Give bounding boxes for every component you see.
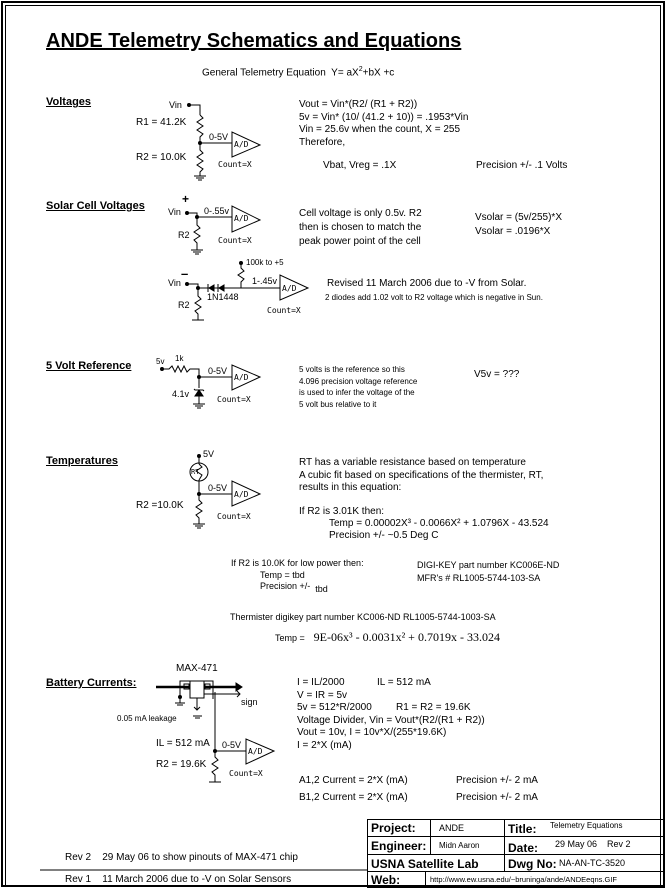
page-title: ANDE Telemetry Schematics and Equations (46, 30, 462, 52)
il-label: IL = 512 mA (156, 738, 210, 749)
solar-count-1: Count=X (218, 236, 252, 245)
section-temperatures: Temperatures (46, 455, 118, 467)
equation-line: V = IR = 5v (297, 689, 348, 701)
equation-line: Voltage Divider, Vin = Vout*(R2/(R1 + R2)) (297, 714, 485, 726)
engineer-value: Midn Aaron (439, 841, 480, 850)
general-equation-tail: +bX +c (362, 67, 395, 79)
dwg-label: Dwg No: (508, 857, 557, 871)
battery-count: Count=X (229, 769, 263, 778)
equation-line: Vin = 25.6v when the count, X = 255 (299, 124, 461, 135)
thermister-part: Thermister digikey part number KC006-ND RL1005-5744-1003-SA (230, 612, 496, 622)
solar-range-1: 0-.55v (204, 206, 230, 216)
solar-note (299, 207, 422, 249)
case1-precision: Precision +/- ~0.5 Deg C (329, 530, 439, 541)
general-equation-exponent: 2 (358, 66, 363, 73)
case2-label: If R2 is 10.0K for low power then: (231, 558, 364, 568)
max471-chip (190, 681, 204, 698)
fit-label: Temp = (275, 633, 305, 643)
battery-r2-label: R2 = 19.6K (156, 759, 207, 770)
equation-line: I = 2*X (mA) (297, 739, 352, 751)
revision-row (65, 852, 298, 863)
solar-r2-label-2: R2 (178, 300, 190, 310)
web-cell (425, 871, 665, 888)
diode-2 (219, 285, 224, 291)
equation-line: 5v = Vin* (10/ (41.2 + 10)) = .1953*Vin (299, 111, 469, 123)
revision-text: 11 March 2006 due to -V on Solar Sensors (102, 874, 292, 885)
diode-label: 1N1448 (207, 292, 239, 302)
revision-text: 29 May 06 to show pinouts of MAX-471 chip (102, 852, 298, 863)
temp-count: Count=X (217, 512, 251, 521)
case1-label: If R2 is 3.01K then: (299, 506, 385, 517)
date-cell (504, 836, 665, 855)
case2-precision-value: tbd (315, 584, 328, 594)
case1-temp: Temp = 0.00002X³ - 0.0066X² + 1.0796X - 43.524 (329, 518, 549, 529)
section-5v-reference: 5 Volt Reference (46, 360, 132, 372)
solar-adc-1: A/D (234, 214, 249, 223)
fit-equation (275, 628, 500, 646)
title-cell (504, 819, 665, 837)
rt-label: RT (191, 468, 200, 476)
battery-eq-r: R1 = R2 = 19.6K (396, 702, 471, 713)
equation-line: Therefore, (299, 136, 346, 148)
mfr-part: MFR's # RL1005-5744-103-SA (417, 573, 541, 583)
note-line: peak power point of the cell (299, 236, 421, 247)
project-value: ANDE (439, 823, 465, 833)
ref-range: 0-5V (208, 366, 228, 376)
solar-r2-label: R2 (178, 230, 190, 240)
voltage-equations (299, 99, 468, 149)
b-current: B1,2 Current = 2*X (mA) (299, 792, 408, 803)
ref-note (299, 364, 417, 410)
a-current: A1,2 Current = 2*X (mA) (299, 775, 408, 786)
battery-equations (297, 677, 485, 752)
title-value: Telemetry Equations (550, 821, 623, 830)
note-line: 5 volts is the reference so this (299, 365, 405, 374)
battery-range: 0-5V (222, 740, 242, 750)
dwg-cell (504, 854, 665, 872)
web-label: Web: (371, 873, 401, 887)
a-precision: Precision +/- 2 mA (456, 775, 538, 786)
equation-line: Vout = 10v, I = 10v*X/(255*19.6K) (297, 727, 447, 738)
project-label-cell (367, 819, 431, 837)
note-line: is used to infer the voltage of the (299, 388, 415, 397)
ref-equation: V5v = ??? (474, 369, 520, 380)
revision-number: Rev 1 (65, 874, 92, 885)
web-url[interactable]: http://www.ew.usna.edu/~bruninga/ande/ANDEeqns.GIF (430, 875, 617, 884)
project-cell (430, 819, 505, 837)
temp-supply-label: 5V (203, 449, 215, 459)
minus-sign: – (181, 266, 189, 281)
section-solar: Solar Cell Voltages (46, 200, 145, 212)
zener-label: 4.1v (172, 389, 190, 399)
digikey-part: DIGI-KEY part number KC006E-ND (417, 560, 560, 570)
solar-vin-label-2: Vin (168, 278, 181, 288)
date-value: 29 May 06 Rev 2 (555, 839, 631, 849)
count-label: Count=X (218, 160, 252, 169)
engineer-cell (430, 836, 505, 855)
adc-label: A/D (234, 140, 249, 149)
note-line: RT has a variable resistance based on temperature (299, 457, 526, 468)
range-label: 0-5V (209, 132, 229, 142)
vin-label: Vin (169, 100, 182, 110)
case2-precision (260, 581, 328, 594)
equation-line: Vsolar = (5v/255)*X (475, 212, 562, 223)
section-voltages: Voltages (46, 96, 92, 108)
revision-row (65, 874, 291, 885)
note-line: Cell voltage is only 0.5v. R2 (299, 208, 422, 219)
note-line: results in this equation: (299, 482, 402, 493)
revised-note: Revised 11 March 2006 due to -V from Solar. (327, 278, 527, 289)
diodes-note: 2 diodes add 1.02 volt to R2 voltage which is negative in Sun. (325, 293, 543, 302)
voltage-result: Vbat, Vreg = .1X (323, 160, 397, 171)
section-battery-currents: Battery Currents: (46, 677, 137, 689)
engineer-label-cell (367, 836, 431, 855)
r1-label: R1 = 41.2K (136, 117, 187, 128)
web-label-cell (367, 871, 426, 888)
battery-eq-il: IL = 512 mA (377, 677, 431, 688)
engineer-label: Engineer: (371, 839, 427, 853)
equation-line: Vout = Vin*(R2/ (R1 + R2)) (299, 99, 418, 110)
pullup-label: 100k to +5 (246, 258, 284, 267)
r1-resistor (197, 115, 203, 143)
project-label: Project: (371, 821, 416, 835)
temp-range: 0-5V (208, 483, 228, 493)
case2-temp: Temp = tbd (260, 570, 305, 580)
dwg-value: NA-AN-TC-3520 (559, 858, 626, 868)
leakage-label: 0.05 mA leakage (117, 714, 177, 723)
fit-value: 9E-06x³ - 0.0031x² + 0.7019x - 33.024 (313, 630, 500, 644)
equation-line: Vsolar = .0196*X (475, 226, 551, 237)
solar-equations (475, 211, 562, 239)
note-line: 4.096 precision voltage reference (299, 376, 418, 386)
case2-precision-label: Precision +/- (260, 581, 311, 591)
current-arrow (236, 683, 242, 691)
note-line: A cubic fit based on specifications of the thermister, RT, (299, 469, 544, 481)
note-line: 5 volt bus relative to it (299, 399, 377, 409)
r2-label: R2 = 10.0K (136, 152, 187, 163)
solar-count-2: Count=X (267, 306, 301, 315)
ref-count: Count=X (217, 395, 251, 404)
zener-diode (195, 390, 203, 396)
note-line: then is chosen to match the (299, 222, 422, 233)
ref-adc: A/D (234, 373, 249, 382)
org-cell (367, 854, 505, 872)
r2-resistor (197, 143, 203, 176)
equation-line: 5v = 512*R/2000 (297, 702, 372, 713)
plus-sign: + (182, 192, 190, 206)
org-name: USNA Satellite Lab (371, 857, 479, 871)
title-label: Title: (508, 822, 537, 836)
temp-adc: A/D (234, 490, 249, 499)
equation-line: I = IL/2000 (297, 677, 345, 688)
revision-number: Rev 2 (65, 852, 92, 863)
temp-note (299, 457, 543, 495)
ref-src-label: 5v (156, 357, 165, 366)
voltage-precision: Precision +/- .1 Volts (476, 160, 568, 171)
general-equation-label: General Telemetry Equation (202, 67, 326, 79)
temp-r2-label: R2 =10.0K (136, 500, 184, 511)
b-precision: Precision +/- 2 mA (456, 792, 538, 803)
solar-range-2: 1-.45v (252, 276, 278, 286)
solar-vin-label: Vin (168, 207, 181, 217)
diode-1 (209, 285, 214, 291)
date-label: Date: (508, 841, 539, 855)
battery-adc: A/D (248, 747, 263, 756)
solar-adc-2: A/D (282, 284, 297, 293)
general-equation-body: Y= aX (331, 67, 359, 79)
sign-label: sign (241, 697, 258, 707)
ref-res-label: 1k (175, 354, 184, 363)
chip-label: MAX-471 (176, 663, 218, 674)
